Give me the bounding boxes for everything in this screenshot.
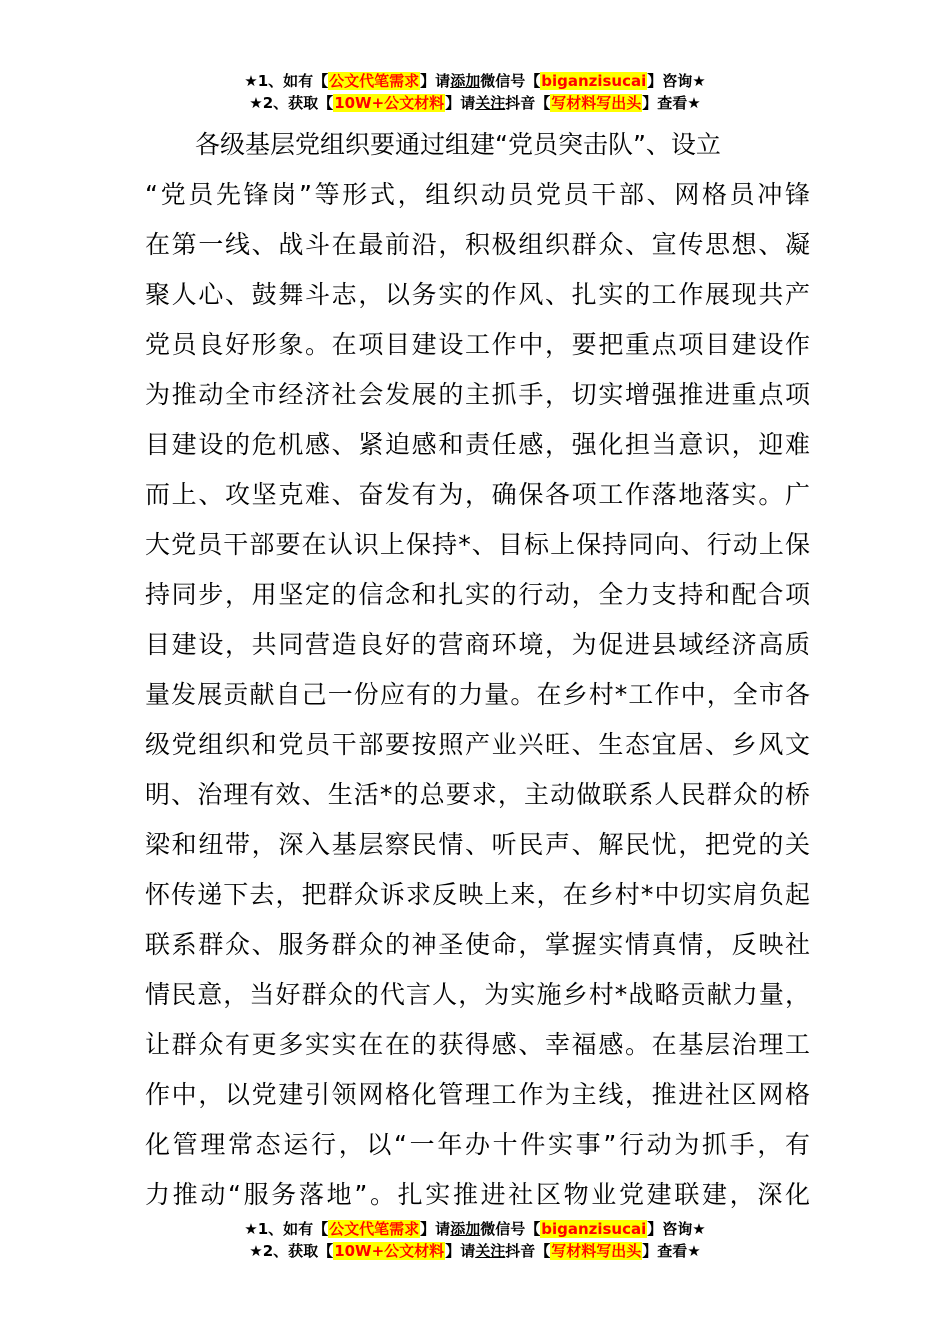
body-line: 化管理常态运行，以“一年办十件实事”行动为抓手，有 <box>145 1130 810 1159</box>
body-line: 级党组织和党员干部要按照产业兴旺、生态宜居、乡风文 <box>145 730 810 759</box>
highlight-text: 写材料写出头 <box>551 1242 642 1260</box>
body-line: 目建设的危机感、紧迫感和责任感，强化担当意识，迎难 <box>145 430 810 459</box>
header-banner <box>0 70 950 114</box>
body-line: 而上、攻坚克难、奋发有为，确保各项工作落地落实。广 <box>145 480 810 509</box>
banner-text: ★2、获取【 <box>249 1242 334 1260</box>
banner-text: 】请 <box>445 1242 476 1260</box>
banner-text: ★2、获取【 <box>249 94 334 112</box>
banner-text: 抖音【 <box>505 1242 551 1260</box>
body-line: 怀传递下去，把群众诉求反映上来，在乡村*中切实肩负起 <box>145 880 810 909</box>
highlight-text: biganzisucai <box>541 72 647 90</box>
banner-text: 】请 <box>420 72 451 90</box>
underlined-text: 添加 <box>450 72 481 90</box>
body-line: 大党员干部要在认识上保持*、目标上保持同向、行动上保 <box>145 530 810 559</box>
document-body <box>145 120 810 1220</box>
banner-text: ★1、如有【 <box>244 72 329 90</box>
underlined-text: 添加 <box>450 1220 481 1238</box>
highlight-text: 公文代笔需求 <box>329 72 420 90</box>
highlight-text: 写材料写出头 <box>551 94 642 112</box>
body-line: 联系群众、服务群众的神圣使命，掌握实情真情，反映社 <box>145 930 810 959</box>
footer-banner <box>0 1218 950 1262</box>
body-line: 梁和纽带，深入基层察民情、听民声、解民忧，把党的关 <box>145 830 810 859</box>
banner-text: 】请 <box>445 94 476 112</box>
body-line: 目建设，共同营造良好的营商环境，为促进县域经济高质 <box>145 630 810 659</box>
body-line: “党员先锋岗”等形式，组织动员党员干部、网格员冲锋 <box>145 180 810 209</box>
body-line: 聚人心、鼓舞斗志，以务实的作风、扎实的工作展现共产 <box>145 280 810 309</box>
banner-line-1 <box>0 1218 950 1240</box>
body-line: 持同步，用坚定的信念和扎实的行动，全力支持和配合项 <box>145 580 810 609</box>
body-line: 为推动全市经济社会发展的主抓手，切实增强推进重点项 <box>145 380 810 409</box>
banner-text: 】咨询★ <box>647 1220 706 1238</box>
body-line: 让群众有更多实实在在的获得感、幸福感。在基层治理工 <box>145 1030 810 1059</box>
banner-text: 抖音【 <box>505 94 551 112</box>
body-line: 明、治理有效、生活*的总要求，主动做联系人民群众的桥 <box>145 780 810 809</box>
body-line: 各级基层党组织要通过组建“党员突击队”、设立 <box>145 130 721 159</box>
banner-text: 】查看★ <box>642 94 701 112</box>
banner-text: 微信号【 <box>480 1220 541 1238</box>
banner-line-1 <box>0 70 950 92</box>
banner-text: ★1、如有【 <box>244 1220 329 1238</box>
highlight-text: biganzisucai <box>541 1220 647 1238</box>
body-line: 力推动“服务落地”。扎实推进社区物业党建联建，深化 <box>145 1180 810 1209</box>
body-line: 在第一线、战斗在最前沿，积极组织群众、宣传思想、凝 <box>145 230 810 259</box>
underlined-text: 关注 <box>475 1242 506 1260</box>
banner-text: 微信号【 <box>480 72 541 90</box>
highlight-text: 10W+公文材料 <box>334 94 445 112</box>
body-line: 作中，以党建引领网格化管理工作为主线，推进社区网格 <box>145 1080 810 1109</box>
banner-line-2 <box>0 92 950 114</box>
banner-text: 】请 <box>420 1220 451 1238</box>
highlight-text: 10W+公文材料 <box>334 1242 445 1260</box>
body-line: 党员良好形象。在项目建设工作中，要把重点项目建设作 <box>145 330 810 359</box>
banner-text: 】咨询★ <box>647 72 706 90</box>
body-line: 量发展贡献自己一份应有的力量。在乡村*工作中，全市各 <box>145 680 810 709</box>
banner-text: 】查看★ <box>642 1242 701 1260</box>
banner-line-2 <box>0 1240 950 1262</box>
highlight-text: 公文代笔需求 <box>329 1220 420 1238</box>
body-line: 情民意，当好群众的代言人，为实施乡村*战略贡献力量， <box>145 980 810 1009</box>
underlined-text: 关注 <box>475 94 506 112</box>
